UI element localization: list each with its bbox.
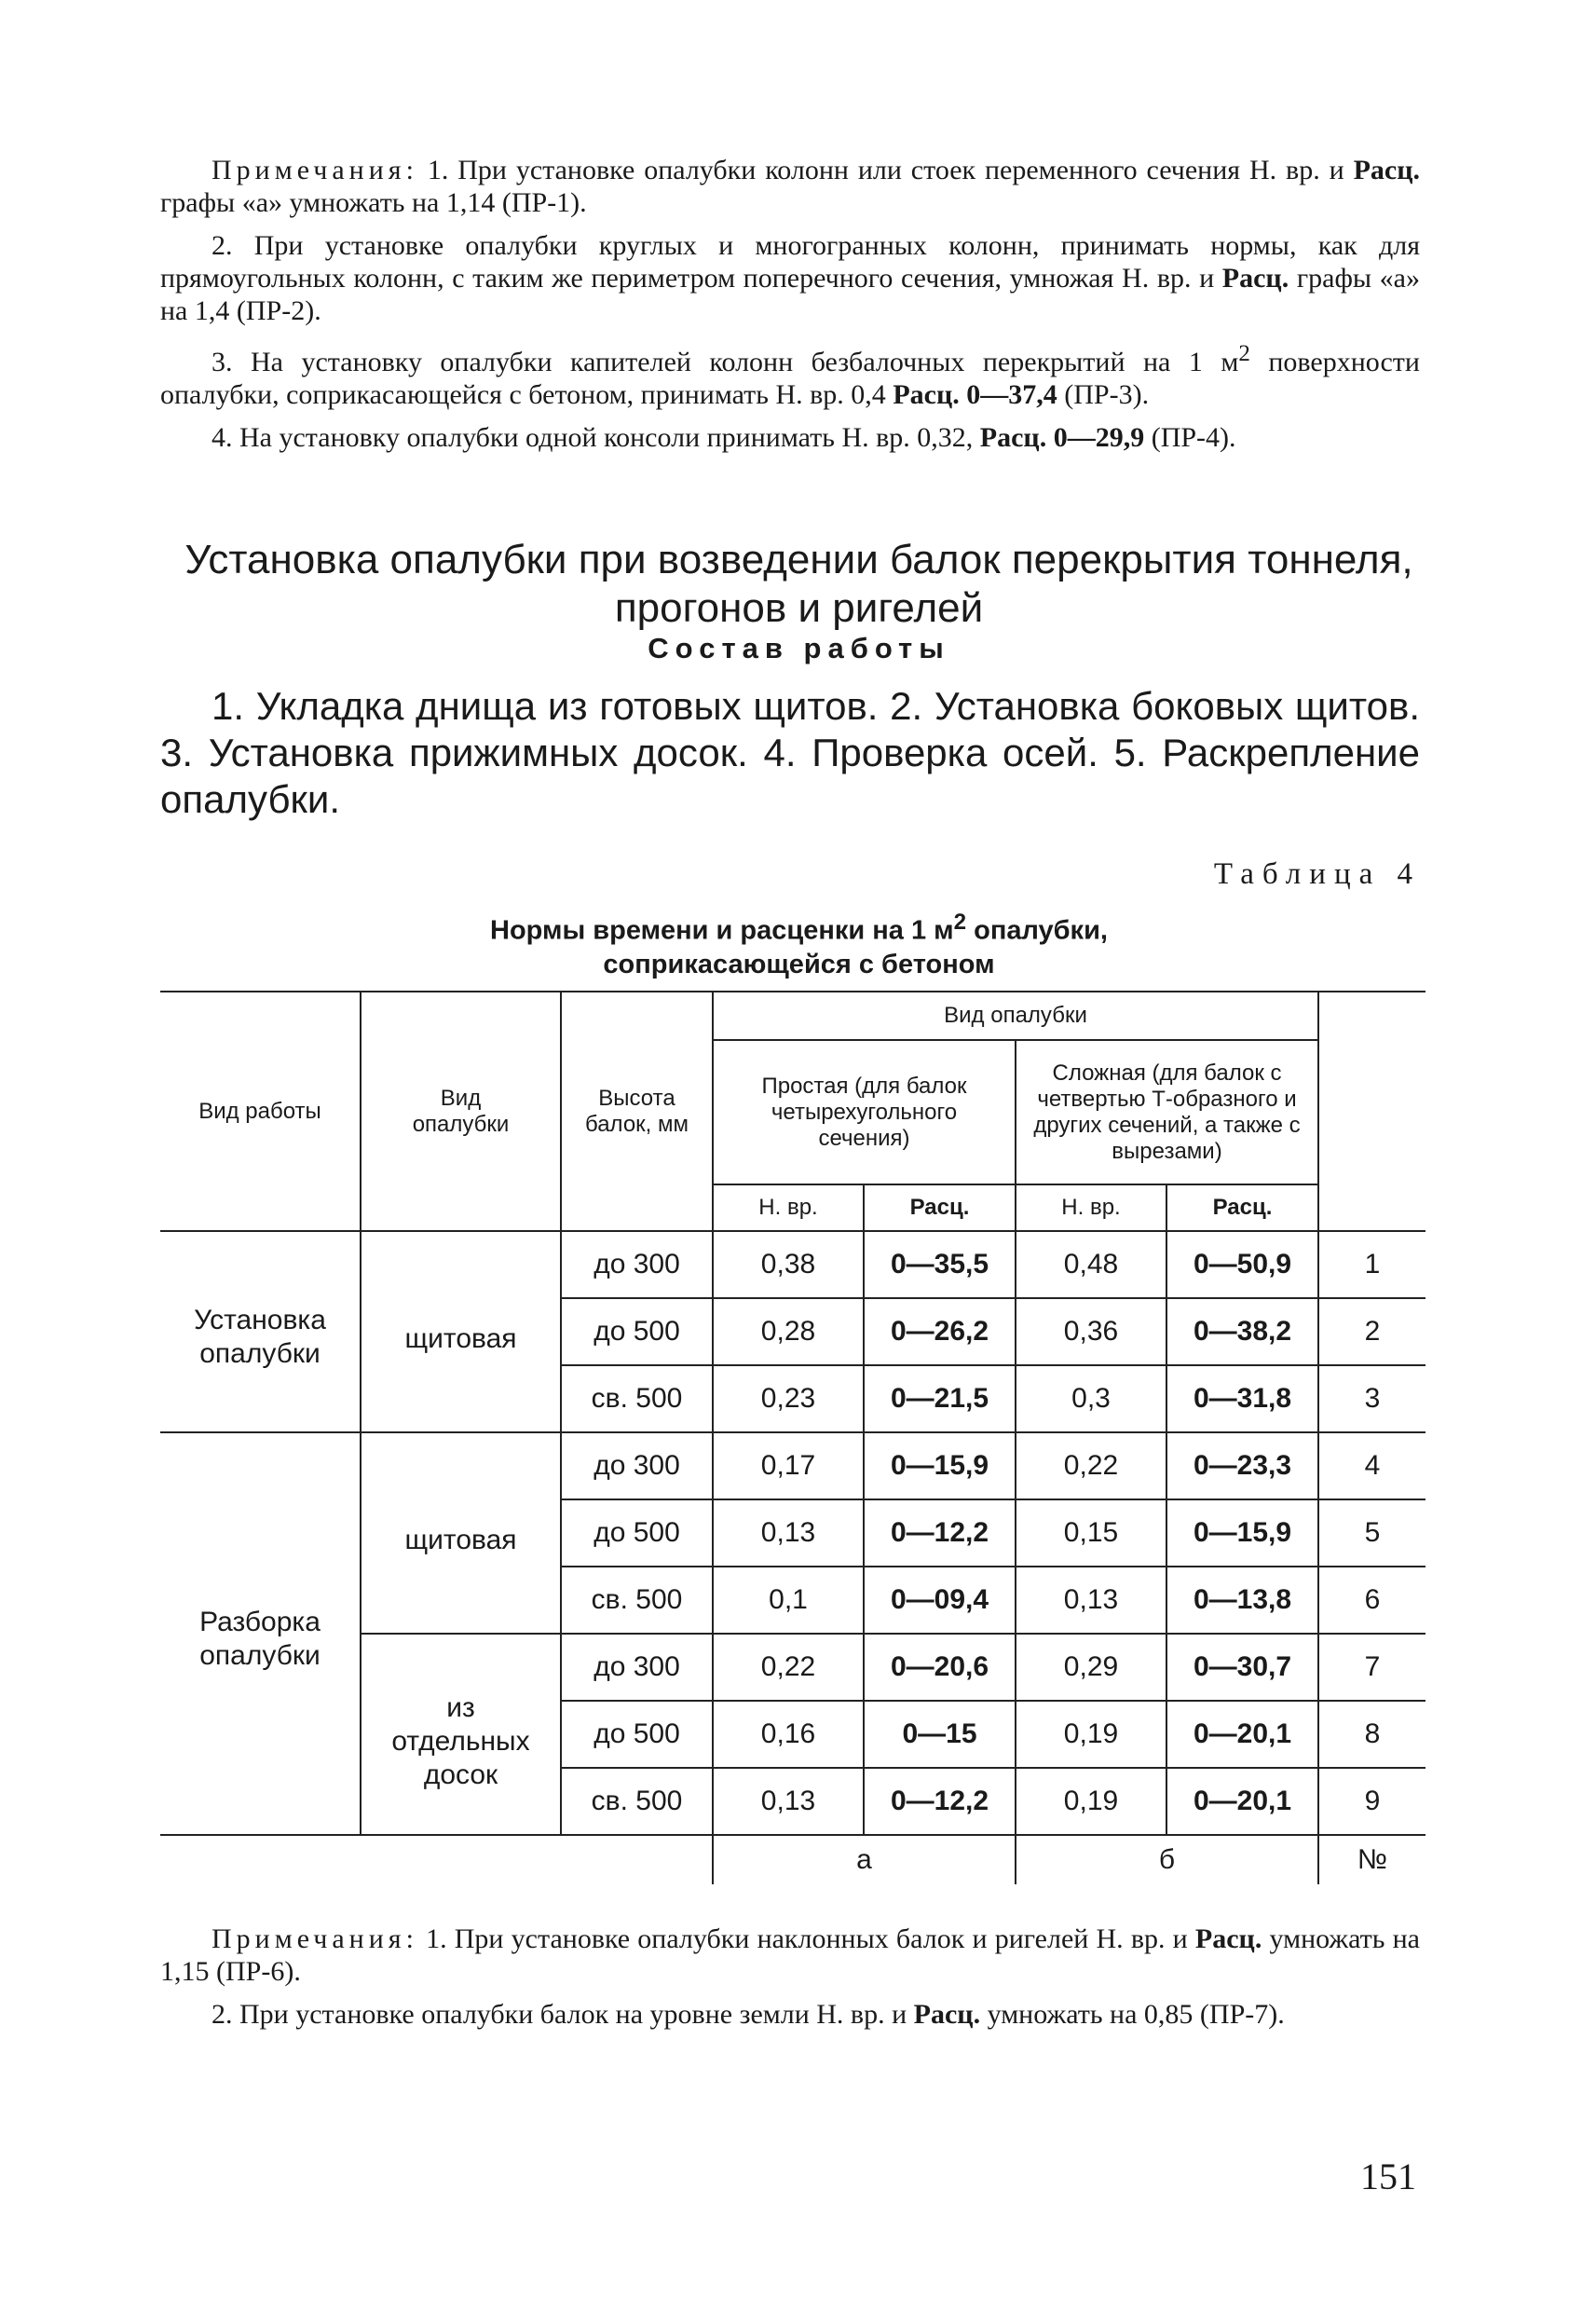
rasc-b-cell: 0—31,8 — [1166, 1365, 1318, 1432]
page-number: 151 — [1360, 2156, 1416, 2197]
rasc-a-cell: 0—12,2 — [864, 1768, 1016, 1835]
nvr-b-cell: 0,29 — [1016, 1634, 1166, 1701]
footer-col-num: № — [1318, 1835, 1425, 1884]
row-number-cell: 5 — [1318, 1499, 1425, 1567]
nvr-a-cell: 0,23 — [713, 1365, 864, 1432]
height-cell: св. 500 — [561, 1768, 713, 1835]
note-4 — [160, 421, 1420, 454]
note-text: поверхности опалубки, соприкасающейся с бетоном, принимать Н. вр. 0,4 — [160, 347, 1420, 410]
height-cell: до 300 — [561, 1634, 713, 1701]
note-bold: Расц. — [1221, 263, 1289, 294]
note-text: умножать на 1,15 (ПР-6). — [160, 1923, 1420, 1987]
nvr-b-cell: 0,15 — [1016, 1499, 1166, 1567]
rasc-a-cell: 0—15,9 — [864, 1432, 1016, 1499]
norms-table — [160, 991, 1425, 1884]
nvr-b-cell: 0,13 — [1016, 1567, 1166, 1634]
row-number-cell: 1 — [1318, 1231, 1425, 1298]
note-bold: Расц. — [913, 1999, 981, 2030]
footer-blank — [160, 1835, 713, 1884]
nvr-a-cell: 0,16 — [713, 1701, 864, 1768]
notes-lead: Примечания: — [211, 1923, 418, 1954]
rasc-b-cell: 0—20,1 — [1166, 1768, 1318, 1835]
header-complex: Сложная (для балок с четвертью Т-образного и других сечений, а также с вырезами) — [1016, 1040, 1318, 1184]
header-nvr-a: Н. вр. — [713, 1184, 864, 1231]
notes-lead: Примечания: — [211, 155, 418, 185]
rasc-a-cell: 0—26,2 — [864, 1298, 1016, 1365]
header-rasc-a: Расц. — [864, 1184, 1016, 1231]
nvr-b-cell: 0,36 — [1016, 1298, 1166, 1365]
table-caption — [149, 906, 1449, 981]
caption-sup: 2 — [953, 910, 967, 935]
footer-col-b: б — [1016, 1835, 1318, 1884]
nvr-a-cell: 0,13 — [713, 1499, 864, 1567]
header-rasc-b: Расц. — [1166, 1184, 1318, 1231]
note-text: графы «а» умножать на 1,14 (ПР-1). — [160, 187, 587, 218]
footer-col-a: а — [713, 1835, 1016, 1884]
note-sup: 2 — [1238, 341, 1250, 366]
height-cell: до 500 — [561, 1701, 713, 1768]
nvr-a-cell: 0,38 — [713, 1231, 864, 1298]
note-text: 3. На установку опалубки капителей колонн безбалочных перекрытий на 1 м — [211, 347, 1239, 377]
rasc-a-cell: 0—35,5 — [864, 1231, 1016, 1298]
note-2 — [160, 1998, 1420, 2031]
note-3 — [160, 337, 1420, 411]
nvr-b-cell: 0,48 — [1016, 1231, 1166, 1298]
note-bold: Расц. — [1194, 1923, 1262, 1954]
rasc-b-cell: 0—30,7 — [1166, 1634, 1318, 1701]
nvr-a-cell: 0,13 — [713, 1768, 864, 1835]
nvr-b-cell: 0,19 — [1016, 1768, 1166, 1835]
notes-bottom — [160, 1923, 1420, 2041]
table-footer-row — [160, 1835, 1425, 1884]
nvr-b-cell: 0,19 — [1016, 1701, 1166, 1768]
header-formwork-kind: Вид опалубки — [361, 992, 561, 1231]
height-cell: до 300 — [561, 1231, 713, 1298]
row-number-cell: 8 — [1318, 1701, 1425, 1768]
rasc-a-cell: 0—09,4 — [864, 1567, 1016, 1634]
work-composition-text: 1. Укладка днища из готовых щитов. 2. Установка боковых щитов. 3. Установка прижимных досок. 4. Проверка осей. 5. Раскрепление опалубки. — [160, 684, 1420, 821]
note-text: 1. При установке опалубки колонн или стоек переменного сечения Н. вр. и — [417, 155, 1354, 185]
note-bold: Расц. 0—29,9 — [979, 422, 1145, 453]
header-blank — [1318, 992, 1425, 1231]
note-text: (ПР-3). — [1057, 379, 1150, 410]
table-caption-line: соприкасающейся с бетоном — [603, 949, 995, 979]
header-simple: Простая (для балок четырехугольного сечения) — [713, 1040, 1016, 1184]
caption-text: опалубки, — [966, 915, 1108, 946]
section-title-line: прогонов и ригелей — [614, 585, 984, 631]
nvr-a-cell: 0,17 — [713, 1432, 864, 1499]
height-cell: до 500 — [561, 1298, 713, 1365]
rasc-b-cell: 0—23,3 — [1166, 1432, 1318, 1499]
row-number-cell: 2 — [1318, 1298, 1425, 1365]
header-nvr-b: Н. вр. — [1016, 1184, 1166, 1231]
table-row — [160, 1231, 1425, 1298]
caption-text: Нормы времени и расценки на 1 м — [490, 915, 954, 946]
note-1 — [160, 154, 1420, 219]
header-work-type: Вид работы — [160, 992, 361, 1231]
rasc-b-cell: 0—50,9 — [1166, 1231, 1318, 1298]
table-label: Таблица 4 — [1213, 857, 1421, 891]
note-text: 2. При установке опалубки балок на уровне земли Н. вр. и — [211, 1999, 914, 2030]
note-text: графы «а» на 1,4 (ПР-2). — [160, 263, 1420, 326]
table-row — [160, 1432, 1425, 1499]
work-type-cell: Разборка опалубки — [160, 1432, 361, 1835]
nvr-a-cell: 0,1 — [713, 1567, 864, 1634]
rasc-a-cell: 0—21,5 — [864, 1365, 1016, 1432]
note-text: 2. При установке опалубки круглых и многогранных колонн, принимать нормы, как для прямоугольных колонн, с таким же периметром поперечного сечения, умножая Н. вр. и — [160, 230, 1420, 294]
work-type-cell: Установка опалубки — [160, 1231, 361, 1432]
note-bold: Расц. 0—37,4 — [893, 379, 1057, 410]
rasc-b-cell: 0—13,8 — [1166, 1567, 1318, 1634]
height-cell: до 300 — [561, 1432, 713, 1499]
note-text: 4. На установку опалубки одной консоли принимать Н. вр. 0,32, — [211, 422, 980, 453]
header-formwork-type: Вид опалубки — [713, 992, 1318, 1040]
work-composition-title: Состав работы — [648, 632, 950, 664]
row-number-cell: 3 — [1318, 1365, 1425, 1432]
formwork-kind-cell: из отдельных досок — [361, 1634, 561, 1835]
height-cell: св. 500 — [561, 1567, 713, 1634]
rasc-a-cell: 0—15 — [864, 1701, 1016, 1768]
rasc-b-cell: 0—38,2 — [1166, 1298, 1318, 1365]
note-text: (ПР-4). — [1144, 422, 1236, 453]
row-number-cell: 4 — [1318, 1432, 1425, 1499]
nvr-a-cell: 0,22 — [713, 1634, 864, 1701]
note-text: умножать на 0,85 (ПР-7). — [980, 1999, 1285, 2030]
rasc-b-cell: 0—20,1 — [1166, 1701, 1318, 1768]
rasc-b-cell: 0—15,9 — [1166, 1499, 1318, 1567]
height-cell: до 500 — [561, 1499, 713, 1567]
note-1 — [160, 1923, 1420, 1988]
section-title — [149, 536, 1449, 633]
rasc-a-cell: 0—20,6 — [864, 1634, 1016, 1701]
section-title-line: Установка опалубки при возведении балок перекрытия тоннеля, — [184, 537, 1413, 582]
height-cell: св. 500 — [561, 1365, 713, 1432]
header-beam-height: Высота балок, мм — [561, 992, 713, 1231]
table-header-row — [160, 992, 1425, 1040]
note-bold: Расц. — [1353, 155, 1420, 185]
row-number-cell: 9 — [1318, 1768, 1425, 1835]
formwork-kind-cell: щитовая — [361, 1231, 561, 1432]
notes-top — [160, 154, 1420, 464]
note-text: 1. При установке опалубки наклонных балок и ригелей Н. вр. и — [417, 1923, 1195, 1954]
nvr-b-cell: 0,22 — [1016, 1432, 1166, 1499]
formwork-kind-cell: щитовая — [361, 1432, 561, 1634]
table-caption-line — [149, 906, 1449, 948]
nvr-a-cell: 0,28 — [713, 1298, 864, 1365]
row-number-cell: 7 — [1318, 1634, 1425, 1701]
rasc-a-cell: 0—12,2 — [864, 1499, 1016, 1567]
nvr-b-cell: 0,3 — [1016, 1365, 1166, 1432]
row-number-cell: 6 — [1318, 1567, 1425, 1634]
note-2 — [160, 229, 1420, 327]
